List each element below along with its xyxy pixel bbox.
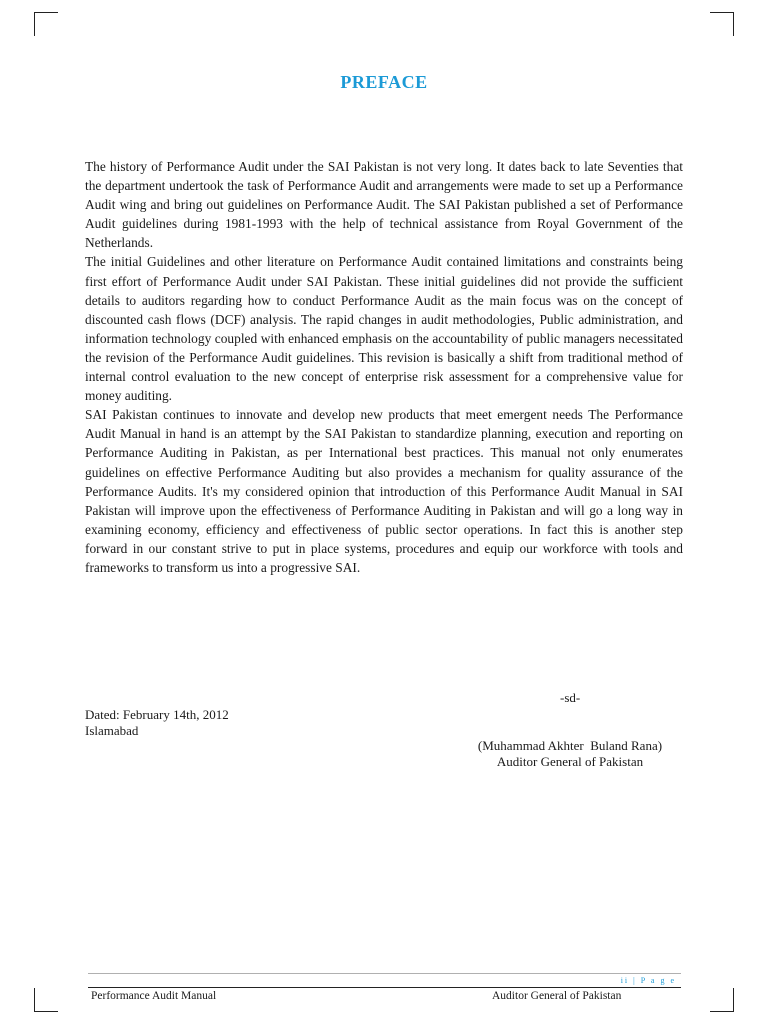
crop-mark-top-left — [34, 12, 35, 36]
signatory-designation: Auditor General of Pakistan — [496, 754, 644, 769]
paragraph: The initial Guidelines and other literature on Performance Audit contained limitations and constraints being first effort of Performance Audit under SAI Pakistan. These initial guidelines did not provide the sufficient details to auditors regarding how to conduct Performance Audit as the main focus was on the concept of discounted cash flows (DCF) analysis. The rapid changes in audit methodologies, Public administration, and information technology coupled with enhanced emphasis on the accountability of public managers necessitated the revision of the Performance Audit guidelines. This revision is basically a shift from traditional method of internal control evaluation to the new concept of enterprise risk assessment for a comprehensive value for money auditing. — [85, 254, 683, 404]
footer-divider — [88, 987, 681, 988]
page-title: PREFACE — [340, 72, 428, 92]
footer-left-text: Performance Audit Manual — [91, 990, 217, 1002]
footer-divider — [88, 973, 681, 974]
paragraph: SAI Pakistan continues to innovate and develop new products that meet emergent needs The Performance Audit Manual in hand is an attempt by the SAI Pakistan to standardize planning, execution and reporting on Performance Auditing in Pakistan, as per International best practices. This manual not only enumerates guidelines on effective Performance Auditing but also provides a mechanism for quality assurance of the Performance Audits. It's my considered opinion that introduction of this Performance Audit Manual in SAI Pakistan will improve upon the effectiveness of Performance Auditing in Pakistan and will go a long way in examining economy, efficiency and effectiveness of public sector operations. In fact this is another step forward in our constant strive to put in place systems, procedures and equip our workforce with tools and frameworks to transform us into a progressive SAI. — [85, 407, 683, 575]
crop-mark-top-right — [710, 12, 734, 13]
date-line: Dated: February 14th, 2012 — [85, 707, 229, 722]
signatory-block — [440, 738, 700, 770]
preface-body — [85, 157, 683, 577]
page-number: ii | P a g e — [620, 976, 676, 985]
paragraph: The history of Performance Audit under the SAI Pakistan is not very long. It dates back to late Seventies that the department undertook the task of Performance Audit and arrangements were made to set up a Performance Audit wing and bring out guidelines on Performance Audit. The SAI Pakistan published a set of Performance Audit guidelines during 1981-1993 with the help of technical assistance from Royal Government of the Netherlands. — [85, 159, 683, 251]
crop-mark-bottom-left — [34, 1011, 58, 1012]
crop-mark-bottom-left — [34, 988, 35, 1012]
crop-mark-top-right — [733, 12, 734, 36]
footer-right-text: Auditor General of Pakistan — [492, 990, 622, 1002]
crop-mark-bottom-right — [710, 1011, 734, 1012]
signature-mark: -sd- — [560, 690, 581, 705]
crop-mark-bottom-right — [733, 988, 734, 1012]
date-place-block — [85, 707, 229, 739]
place-line: Islamabad — [85, 723, 139, 738]
crop-mark-top-left — [34, 12, 58, 13]
signatory-name: (Muhammad Akhter Buland Rana) — [477, 738, 663, 753]
